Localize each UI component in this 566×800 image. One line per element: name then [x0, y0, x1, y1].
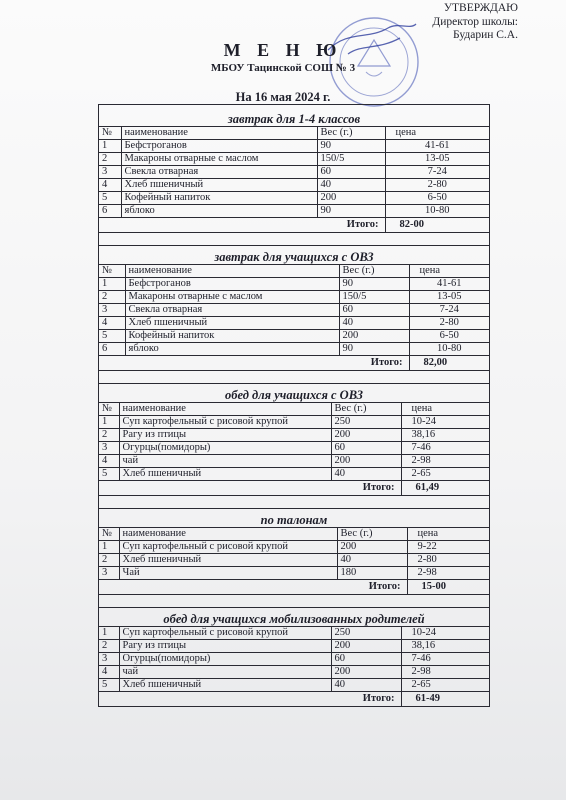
dish-weight: 90 — [339, 343, 409, 356]
dish-weight: 250 — [331, 627, 401, 640]
col-name-header: наименование — [119, 528, 337, 541]
dish-price: 7-24 — [409, 304, 489, 317]
approval-line-approved: УТВЕРЖДАЮ — [443, 2, 518, 14]
dish-name: Суп картофельный с рисовой крупой — [119, 541, 337, 554]
col-weight-header: Вес (г.) — [339, 265, 409, 278]
table-row — [99, 627, 489, 640]
dish-weight: 60 — [331, 653, 401, 666]
section-title: обед для учащихся с ОВЗ — [99, 384, 489, 403]
dish-weight: 40 — [317, 179, 385, 192]
dish-name: Свекла отварная — [125, 304, 339, 317]
row-number: 2 — [99, 153, 121, 166]
dish-weight: 40 — [331, 679, 401, 692]
page-title: М Е Н Ю — [223, 40, 343, 60]
dish-name: Огурцы(помидоры) — [119, 653, 331, 666]
dish-name: чай — [119, 666, 331, 679]
menu-table — [99, 127, 489, 232]
col-price-header: цена — [385, 127, 489, 140]
dish-weight: 200 — [331, 666, 401, 679]
dish-name: яблоко — [121, 205, 317, 218]
table-row — [99, 666, 489, 679]
row-number: 3 — [99, 166, 121, 179]
table-row — [99, 343, 489, 356]
dish-weight: 250 — [331, 416, 401, 429]
total-label: Итого: — [99, 692, 401, 707]
total-value: 61-49 — [415, 693, 440, 704]
dish-price: 2-80 — [407, 554, 489, 567]
menu-table — [99, 265, 489, 370]
section-title: завтрак для учащихся с ОВЗ — [99, 246, 489, 265]
dish-weight: 40 — [339, 317, 409, 330]
table-row — [99, 291, 489, 304]
table-row — [99, 429, 489, 442]
dish-weight: 40 — [331, 468, 401, 481]
total-value: 61,49 — [415, 482, 440, 493]
table-row — [99, 153, 489, 166]
dish-weight: 180 — [337, 567, 407, 580]
dish-name: Рагу из птицы — [119, 429, 331, 442]
row-number: 6 — [99, 205, 121, 218]
col-price-header: цена — [407, 528, 489, 541]
table-row — [99, 416, 489, 429]
dish-name: Суп картофельный с рисовой крупой — [119, 416, 331, 429]
menu-table — [99, 403, 489, 495]
table-row — [99, 554, 489, 567]
row-number: 1 — [99, 541, 119, 554]
col-name-header: наименование — [119, 403, 331, 416]
school-name: МБОУ Тацинской СОШ № 3 — [210, 62, 356, 74]
dish-weight: 60 — [339, 304, 409, 317]
dish-name: яблоко — [125, 343, 339, 356]
dish-price: 6-50 — [385, 192, 489, 205]
total-row — [99, 218, 489, 233]
dish-weight: 60 — [317, 166, 385, 179]
row-number: 2 — [99, 640, 119, 653]
dish-name: Огурцы(помидоры) — [119, 442, 331, 455]
dish-price: 10-80 — [409, 343, 489, 356]
dish-price: 6-50 — [409, 330, 489, 343]
menu-table — [99, 528, 489, 594]
col-price-header: цена — [401, 403, 489, 416]
approval-line-position: Директор школы: — [432, 15, 518, 28]
table-header-row — [99, 403, 489, 416]
dish-price: 13-05 — [409, 291, 489, 304]
col-name-header: наименование — [121, 127, 317, 140]
row-number: 5 — [99, 468, 119, 481]
dish-weight: 40 — [337, 554, 407, 567]
dish-name: Свекла отварная — [121, 166, 317, 179]
total-label: Итого: — [99, 481, 401, 496]
row-number: 4 — [99, 455, 119, 468]
dish-name: Хлеб пшеничный — [119, 679, 331, 692]
total-value: 82,00 — [423, 357, 448, 368]
table-header-row — [99, 127, 489, 140]
dish-price: 41-61 — [385, 140, 489, 153]
row-number: 3 — [99, 442, 119, 455]
dish-price: 41-61 — [409, 278, 489, 291]
dish-price: 2-98 — [401, 455, 489, 468]
dish-price: 10-24 — [401, 627, 489, 640]
col-number-header: № — [99, 528, 119, 541]
col-name-header: наименование — [125, 265, 339, 278]
menu-sheet — [98, 104, 490, 707]
row-number: 5 — [99, 330, 125, 343]
col-weight-header: Вес (г.) — [337, 528, 407, 541]
section-spacer — [99, 371, 489, 384]
dish-name: Кофейный напиток — [125, 330, 339, 343]
dish-weight: 200 — [331, 455, 401, 468]
total-label: Итого: — [99, 356, 409, 371]
menu-table — [99, 627, 489, 706]
section-title: завтрак для 1-4 классов — [99, 105, 489, 127]
dish-price: 13-05 — [385, 153, 489, 166]
table-row — [99, 166, 489, 179]
section-title: обед для учащихся мобилизованных родителей — [99, 608, 489, 627]
row-number: 2 — [99, 291, 125, 304]
section-lunch-ovz — [99, 384, 489, 496]
dish-name: Чай — [119, 567, 337, 580]
dish-weight: 60 — [331, 442, 401, 455]
table-header-row — [99, 528, 489, 541]
total-row — [99, 692, 489, 707]
dish-name: Рагу из птицы — [119, 640, 331, 653]
row-number: 3 — [99, 567, 119, 580]
row-number: 2 — [99, 429, 119, 442]
table-row — [99, 330, 489, 343]
row-number: 3 — [99, 304, 125, 317]
dish-weight: 150/5 — [339, 291, 409, 304]
dish-name: чай — [119, 455, 331, 468]
dish-price: 38,16 — [401, 640, 489, 653]
total-row — [99, 356, 489, 371]
table-row — [99, 140, 489, 153]
section-title: по талонам — [99, 509, 489, 528]
section-spacer — [99, 233, 489, 246]
dish-weight: 200 — [337, 541, 407, 554]
section-spacer — [99, 496, 489, 509]
dish-name: Макароны отварные с маслом — [125, 291, 339, 304]
dish-name: Хлеб пшеничный — [119, 468, 331, 481]
dish-price: 7-46 — [401, 653, 489, 666]
section-coupons — [99, 509, 489, 595]
row-number: 4 — [99, 317, 125, 330]
row-number: 5 — [99, 679, 119, 692]
table-row — [99, 567, 489, 580]
row-number: 2 — [99, 554, 119, 567]
dish-name: Бефстроганов — [125, 278, 339, 291]
row-number: 6 — [99, 343, 125, 356]
section-lunch-mobilized — [99, 608, 489, 707]
dish-price: 2-80 — [409, 317, 489, 330]
col-number-header: № — [99, 127, 121, 140]
row-number: 1 — [99, 278, 125, 291]
total-label: Итого: — [99, 218, 385, 233]
total-label: Итого: — [99, 580, 407, 595]
col-price-header: цена — [409, 265, 489, 278]
dish-price: 2-65 — [401, 468, 489, 481]
dish-price: 7-24 — [385, 166, 489, 179]
dish-price: 10-80 — [385, 205, 489, 218]
table-row — [99, 205, 489, 218]
row-number: 5 — [99, 192, 121, 205]
table-row — [99, 640, 489, 653]
dish-weight: 200 — [339, 330, 409, 343]
dish-name: Суп картофельный с рисовой крупой — [119, 627, 331, 640]
dish-name: Кофейный напиток — [121, 192, 317, 205]
dish-name: Макароны отварные с маслом — [121, 153, 317, 166]
row-number: 3 — [99, 653, 119, 666]
col-weight-header: Вес (г.) — [317, 127, 385, 140]
table-row — [99, 317, 489, 330]
dish-name: Бефстроганов — [121, 140, 317, 153]
section-breakfast-ovz — [99, 246, 489, 371]
menu-date: На 16 мая 2024 г. — [235, 90, 331, 104]
table-row — [99, 304, 489, 317]
dish-weight: 90 — [317, 205, 385, 218]
dish-price: 7-46 — [401, 442, 489, 455]
total-value: 15-00 — [421, 581, 446, 592]
table-row — [99, 278, 489, 291]
dish-name: Хлеб пшеничный — [119, 554, 337, 567]
dish-name: Хлеб пшеничный — [125, 317, 339, 330]
dish-price: 2-98 — [401, 666, 489, 679]
total-value: 82-00 — [399, 219, 424, 230]
dish-price: 38,16 — [401, 429, 489, 442]
table-row — [99, 679, 489, 692]
approval-line-name: Бударин С.А. — [453, 29, 518, 41]
dish-name: Хлеб пшеничный — [121, 179, 317, 192]
table-row — [99, 192, 489, 205]
row-number: 4 — [99, 666, 119, 679]
dish-price: 2-80 — [385, 179, 489, 192]
dish-price: 10-24 — [401, 416, 489, 429]
row-number: 1 — [99, 627, 119, 640]
table-row — [99, 442, 489, 455]
table-row — [99, 653, 489, 666]
total-row — [99, 481, 489, 496]
total-row — [99, 580, 489, 595]
table-header-row — [99, 265, 489, 278]
dish-weight: 90 — [339, 278, 409, 291]
dish-weight: 90 — [317, 140, 385, 153]
col-weight-header: Вес (г.) — [331, 403, 401, 416]
dish-weight: 200 — [317, 192, 385, 205]
row-number: 1 — [99, 416, 119, 429]
table-row — [99, 468, 489, 481]
col-number-header: № — [99, 265, 125, 278]
dish-weight: 200 — [331, 429, 401, 442]
row-number: 1 — [99, 140, 121, 153]
table-row — [99, 455, 489, 468]
section-spacer — [99, 595, 489, 608]
dish-price: 9-22 — [407, 541, 489, 554]
dish-price: 2-65 — [401, 679, 489, 692]
col-number-header: № — [99, 403, 119, 416]
dish-weight: 150/5 — [317, 153, 385, 166]
section-breakfast-1-4 — [99, 105, 489, 233]
table-row — [99, 179, 489, 192]
dish-price: 2-98 — [407, 567, 489, 580]
row-number: 4 — [99, 179, 121, 192]
table-row — [99, 541, 489, 554]
dish-weight: 200 — [331, 640, 401, 653]
